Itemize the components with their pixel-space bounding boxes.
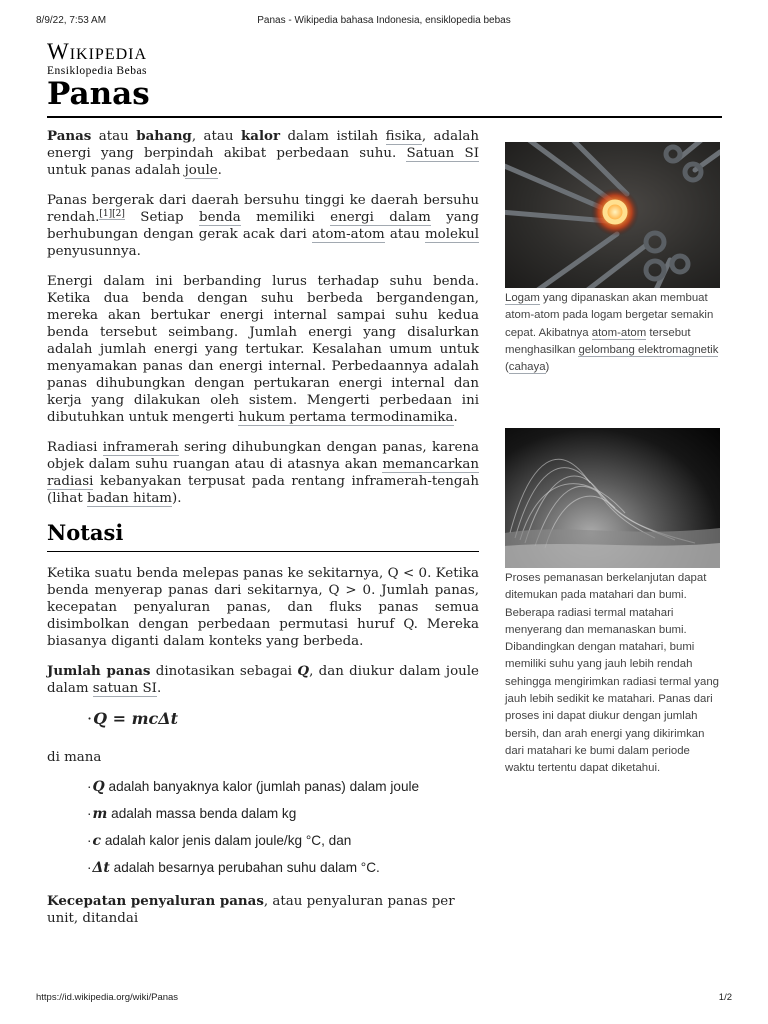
print-footer — [36, 992, 732, 1006]
text: tersebut menghasilkan — [505, 326, 691, 356]
text: memiliki — [240, 210, 331, 225]
text: atau — [384, 227, 425, 242]
intro-paragraph-2 — [47, 192, 479, 260]
text: . — [453, 410, 458, 425]
text: dalam istilah — [280, 129, 386, 144]
text: dinotasikan sebagai — [150, 664, 298, 679]
link-atom-atom[interactable]: atom-atom — [591, 326, 647, 339]
intro-paragraph-3 — [47, 273, 479, 426]
figure-caption — [505, 290, 720, 376]
bullet-dot: · — [87, 709, 93, 728]
text: ( — [505, 361, 509, 374]
bullet-dot: · — [87, 806, 92, 821]
definition-text: adalah banyaknya kalor (jumlah panas) dalam joule — [104, 779, 420, 794]
page-title: Panas — [47, 72, 722, 118]
logo-tagline: Ensiklopedia Bebas — [47, 65, 148, 77]
notasi-paragraph-1: Ketika suatu benda melepas panas ke sekitarnya, Q < 0. Ketika benda menyerap panas dari sekitarnya, Q > 0. Jumlah panas, kecepatan penyaluran panas, dan fluks panas semua disimbolkan dengan perbedaan permutasi huruf Q. Mereka biasanya diganti dalam konteks yang berbeda. — [47, 566, 479, 649]
text: Energi dalam ini berbanding lurus terhadap suhu benda. Ketika dua benda dengan suhu berbeda bergandengan, mereka akan bertukar energi internal sampai suhu kedua benda tersebut seimbang. Jumlah energi yang disalurkan adalah jumlah energi yang tertukar. Kesalahan umum untuk menyamakan panas dan energi internal. Perbedaannya adalah panas dihubungkan dengan pertukaran energi internal dan kerja yang dilakukan oleh sistem. Mengerti perbedaan ini dibutuhkan untuk mengerti — [47, 274, 479, 425]
text: Radiasi — [47, 440, 103, 455]
text: yang berhubungan dengan gerak acak dari — [47, 210, 479, 242]
heated-metal-image[interactable] — [505, 142, 720, 288]
definition-text: adalah kalor jenis dalam joule/kg °C, dan — [101, 833, 352, 848]
definition-text: adalah besarnya perubahan suhu dalam °C. — [109, 860, 380, 875]
link-memancarkan-radiasi[interactable]: memancarkan radiasi — [47, 457, 479, 489]
text: . — [217, 163, 222, 178]
text: Panas bergerak dari daerah bersuhu tinggi ke daerah bersuhu rendah. — [47, 193, 479, 225]
link-fisika[interactable]: fisika — [385, 129, 422, 144]
link-atom-atom[interactable]: atom-atom — [311, 227, 385, 242]
reference-link[interactable]: [1] — [99, 208, 113, 219]
formula-text: Q = mcΔt — [93, 709, 179, 728]
bold-term: Kecepatan penyaluran panas — [47, 893, 264, 909]
link-molekul[interactable]: molekul — [424, 227, 479, 242]
bold-term: Jumlah panas — [47, 663, 151, 679]
heated-metal-illustration — [505, 142, 720, 288]
bold-term: bahang — [136, 128, 192, 144]
print-date: 8/9/22, 7:53 AM — [36, 15, 107, 26]
bold-term: Panas — [47, 128, 92, 144]
list-item — [87, 805, 479, 823]
text: , atau penyaluran panas per unit, ditandai — [47, 894, 455, 926]
list-item — [87, 778, 479, 796]
link-badan-hitam[interactable]: badan hitam — [87, 491, 173, 506]
where-label: di mana — [47, 750, 102, 765]
link-gelombang-elektromagnetik[interactable]: gelombang elektromagnetik — [578, 343, 719, 356]
math-symbol: Δt — [92, 860, 110, 876]
link-energi-dalam[interactable]: energi dalam — [330, 210, 431, 225]
link-satuan-si[interactable]: Satuan SI — [406, 146, 479, 161]
definition-text: adalah massa benda dalam kg — [107, 806, 297, 821]
text: kebanyakan terpusat pada rentang inframerah-tengah (lihat — [47, 474, 479, 506]
text: ) — [545, 361, 550, 374]
notasi-paragraph-2 — [47, 663, 479, 697]
section-heading-notasi: Notasi — [47, 520, 479, 552]
text: , dan diukur dalam joule dalam — [47, 664, 479, 696]
bullet-dot: · — [87, 860, 92, 875]
figure-heated-metal — [505, 142, 720, 376]
text: , adalah energi yang berpindah akibat perbedaan suhu. — [47, 129, 479, 161]
bold-term: kalor — [240, 128, 281, 144]
text: , atau — [191, 129, 241, 144]
text: untuk panas adalah — [47, 163, 185, 178]
bullet-dot: · — [87, 779, 92, 794]
link-satuan-si[interactable]: satuan SI — [92, 681, 157, 696]
print-page-number: 1/2 — [718, 992, 732, 1003]
reference-link[interactable]: [2] — [112, 208, 125, 219]
list-item — [87, 859, 479, 877]
text: sering dihubungkan dengan panas, karena objek dalam suhu ruangan atau di atasnya akan — [47, 440, 480, 472]
print-header — [36, 15, 732, 31]
solar-flare-illustration — [505, 428, 720, 568]
intro-paragraph-1 — [47, 128, 479, 179]
print-url[interactable]: https://id.wikipedia.org/wiki/Panas — [36, 992, 179, 1003]
sun-earth-image[interactable] — [505, 428, 720, 568]
math-symbol: c — [92, 833, 102, 849]
text: penyusunnya. — [47, 244, 141, 259]
list-item — [87, 832, 479, 850]
heat-formula — [87, 710, 479, 727]
math-symbol: Q — [92, 779, 105, 795]
link-inframerah[interactable]: inframerah — [102, 440, 179, 455]
definition-list — [87, 778, 479, 877]
link-joule[interactable]: joule — [184, 163, 218, 178]
figure-sun-earth — [505, 428, 720, 778]
math-symbol: m — [92, 806, 108, 822]
logo-wordmark: Wikipedia — [47, 39, 148, 64]
text: atau — [91, 129, 137, 144]
print-page-title: Panas - Wikipedia bahasa Indonesia, ensiklopedia bebas — [257, 15, 511, 26]
link-logam[interactable]: Logam — [505, 292, 540, 304]
bullet-dot: · — [87, 833, 92, 848]
intro-paragraph-4 — [47, 439, 479, 507]
link-hukum-pertama-termodinamika[interactable]: hukum pertama termodinamika — [238, 410, 454, 425]
figure-caption: Proses pemanasan berkelanjutan dapat ditemukan pada matahari dan bumi. Beberapa radiasi termal matahari menyerang dan memanaskan bumi. Dibandingkan dengan matahari, bumi memiliki suhu yang jauh lebih rendah sehingga mengirimkan radiasi termal yang jauh lebih sedikit ke matahari. Panas dari proses ini dapat diukur dengan jumlah bersih, dan arah energi yang dikirimkan dari matahari ke bumi dalam periode waktu tertentu dapat diketahui. — [505, 572, 719, 775]
text: ). — [172, 491, 182, 506]
link-cahaya[interactable]: cahaya — [508, 361, 546, 374]
text: . — [156, 681, 162, 696]
link-benda[interactable]: benda — [199, 210, 241, 225]
math-symbol: Q — [297, 663, 310, 679]
article-body — [47, 128, 479, 940]
notasi-paragraph-3 — [47, 893, 479, 927]
text: yang dipanaskan akan membuat atom-atom pada logam bergetar semakin cepat. Akibatnya — [505, 292, 714, 339]
text: Setiap — [124, 210, 200, 225]
